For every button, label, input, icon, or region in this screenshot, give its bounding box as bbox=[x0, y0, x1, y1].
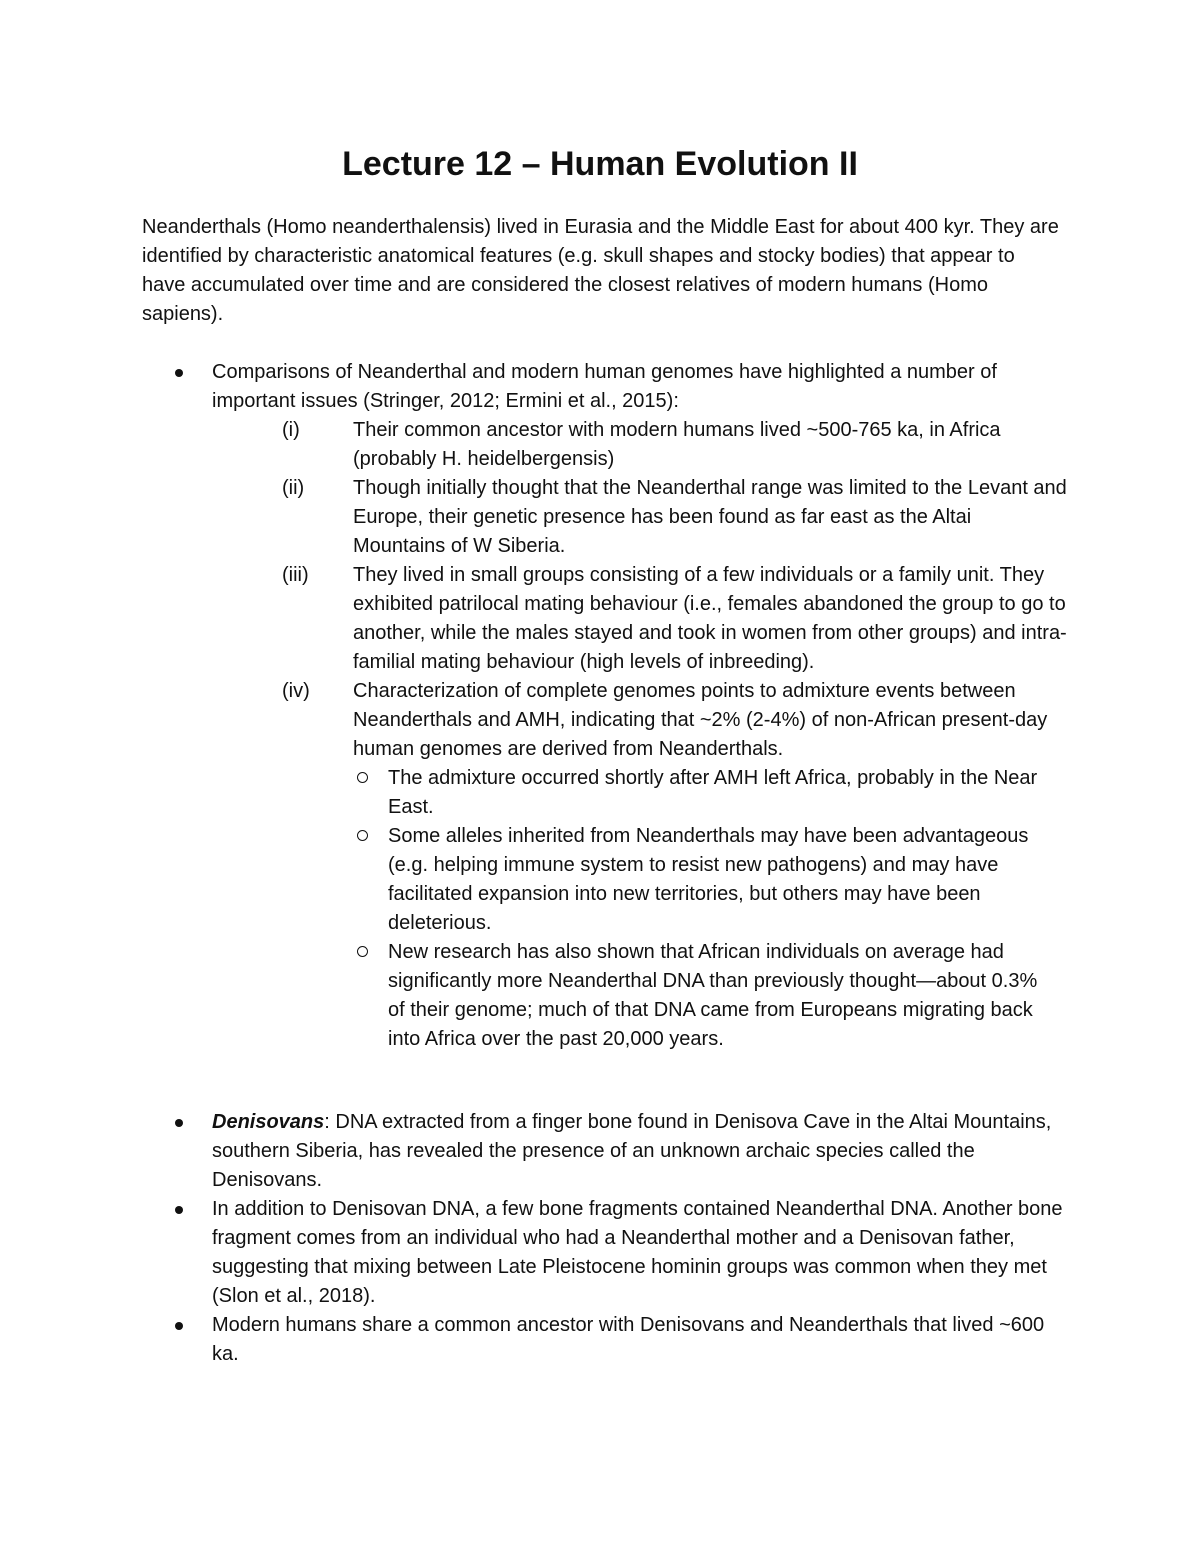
hollow-circle-icon bbox=[357, 946, 368, 957]
list-item bbox=[282, 474, 1068, 561]
list-item bbox=[282, 416, 1068, 474]
bullet-item bbox=[0, 1108, 1072, 1195]
sub-list-item bbox=[388, 938, 1058, 1054]
hollow-circle-icon bbox=[357, 830, 368, 841]
intro-paragraph: Neanderthals (Homo neanderthalensis) lived in Eurasia and the Middle East for about 400 kyr. They are identified by characteristic anatomical features (e.g. skull shapes and stocky bodies) that appear to have accumulated over time and are considered the closest relatives of modern humans (Homo sapiens). bbox=[142, 216, 1059, 325]
list-marker: (iv) bbox=[282, 680, 310, 702]
bullet-list-denisovans bbox=[0, 1108, 1200, 1369]
sub-list-item-text: The admixture occurred shortly after AMH left Africa, probably in the Near East. bbox=[388, 767, 1038, 818]
sub-list-item-text: New research has also shown that African individuals on average had significantly more Neanderthal DNA than previously thought—about 0.3% of their genome; much of that DNA came from Europeans migrating back into Africa over the past 20,000 years. bbox=[388, 941, 1038, 1050]
bullet-text: In addition to Denisovan DNA, a few bone fragments contained Neanderthal DNA. Another bone fragment comes from an individual who had a Neanderthal mother and a Denisovan father, suggesting that mixing between Late Pleistocene hominin groups was common when they met (Slon et al., 2018). bbox=[212, 1198, 1063, 1307]
list-item-text: Though initially thought that the Neanderthal range was limited to the Levant and Europe, their genetic presence has been found as far east as the Altai Mountains of W Siberia. bbox=[353, 477, 1067, 557]
bullet-lead-term: Denisovans bbox=[212, 1111, 325, 1133]
bullet-text: Comparisons of Neanderthal and modern human genomes have highlighted a number of important issues (Stringer, 2012; Ermini et al., 2015): bbox=[212, 361, 997, 412]
bullet-text: Modern humans share a common ancestor with Denisovans and Neanderthals that lived ~600 ka. bbox=[212, 1314, 1045, 1365]
bullet-dot-icon bbox=[175, 369, 183, 377]
list-marker: (i) bbox=[282, 419, 300, 441]
bullet-dot-icon bbox=[175, 1206, 183, 1214]
list-marker: (ii) bbox=[282, 477, 305, 499]
list-marker: (iii) bbox=[282, 564, 309, 586]
sub-list-item bbox=[388, 764, 1058, 822]
bullet-item bbox=[0, 1311, 1072, 1369]
bullet-dot-icon bbox=[175, 1322, 183, 1330]
bullet-dot-icon bbox=[175, 1119, 183, 1127]
bullet-item bbox=[0, 358, 1072, 1054]
page-title: Lecture 12 – Human Evolution II bbox=[342, 145, 858, 183]
list-item bbox=[282, 677, 1068, 1054]
bullet-text: : DNA extracted from a finger bone found in Denisova Cave in the Altai Mountains, southern Siberia, has revealed the presence of an unknown archaic species called the Denisovans. bbox=[212, 1111, 1052, 1191]
list-item-text: Their common ancestor with modern humans lived ~500-765 ka, in Africa (probably H. heidelbergensis) bbox=[353, 419, 1001, 470]
list-item bbox=[282, 561, 1068, 677]
sub-list-item-text: Some alleles inherited from Neanderthals may have been advantageous (e.g. helping immune system to resist new pathogens) and may have facilitated expansion into new territories, but others may have been deleterious. bbox=[388, 825, 1029, 934]
sub-bullet-list bbox=[353, 764, 1068, 1054]
bullet-list-genomes bbox=[0, 358, 1200, 1054]
roman-numeral-list bbox=[212, 416, 1072, 1054]
list-item-text: They lived in small groups consisting of a few individuals or a family unit. They exhibited patrilocal mating behaviour (i.e., females abandoned the group to go to another, while the males stayed and took in women from other groups) and intra-familial mating behaviour (high levels of inbreeding). bbox=[353, 564, 1067, 673]
sub-list-item bbox=[388, 822, 1058, 938]
list-item-text: Characterization of complete genomes points to admixture events between Neanderthals and AMH, indicating that ~2% (2-4%) of non-African present-day human genomes are derived from Neanderthals. bbox=[353, 680, 1048, 760]
bullet-item bbox=[0, 1195, 1072, 1311]
hollow-circle-icon bbox=[357, 772, 368, 783]
